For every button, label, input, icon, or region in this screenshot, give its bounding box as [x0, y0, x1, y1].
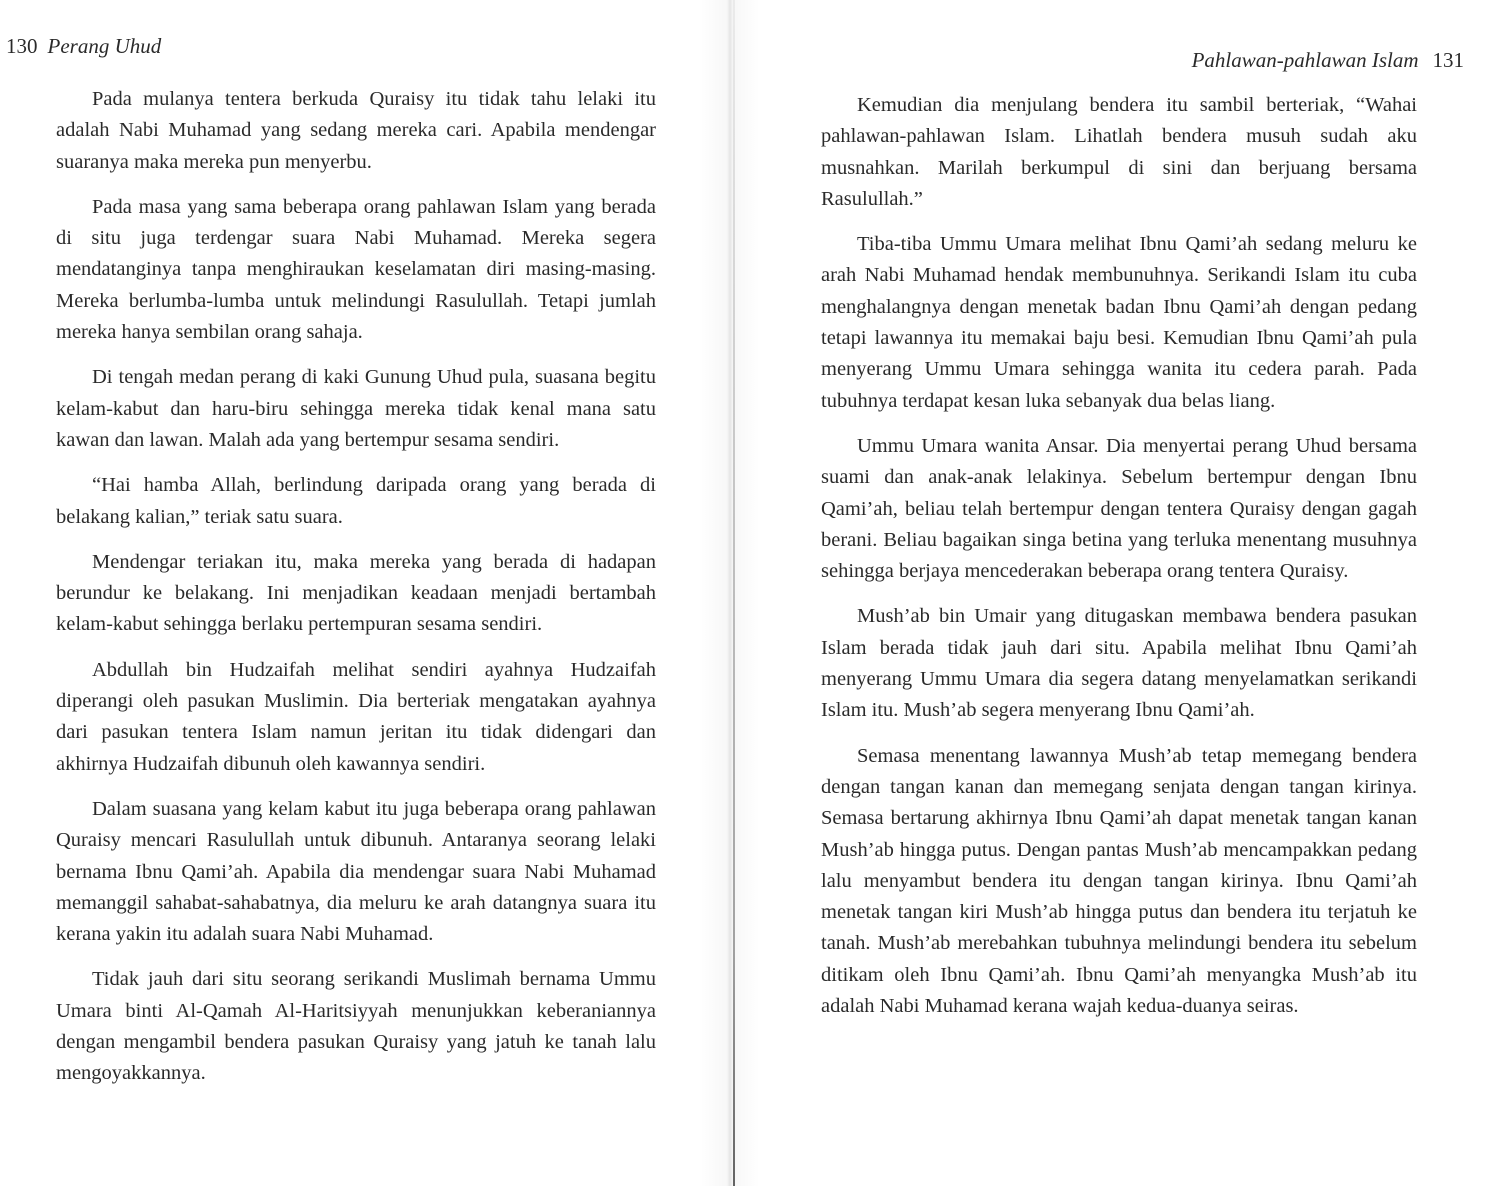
right-page-body: [821, 90, 1417, 1036]
paragraph: Ummu Umara wanita Ansar. Dia menyertai perang Uhud bersama suami dan anak-anak lelakinya. Sebelum bertempur dengan Ibnu Qami’ah, beliau telah bertempur dengan tentera Quraisy dengan gagah berani. Beliau bagaikan singa betina yang terluka menentang musuhnya sehingga berjaya mencederakan beberapa orang tentera Quraisy.: [821, 434, 1417, 583]
right-page: [735, 0, 1500, 1186]
paragraph: Pada masa yang sama beberapa orang pahlawan Islam yang berada di situ juga terdengar suara Nabi Muhamad. Mereka segera mendatanginya tanpa menghiraukan keselamatan diri masing-masing. Mereka berlumba-lumba untuk melindungi Rasulullah. Tetapi jumlah mereka hanya sembilan orang sahaja.: [56, 195, 656, 344]
paragraph: Dalam suasana yang kelam kabut itu juga beberapa orang pahlawan Quraisy mencari Rasulullah untuk dibunuh. Antaranya seorang lelaki bernama Ibnu Qami’ah. Apabila dia mendengar suara Nabi Muhamad memanggil sahabat-sahabatnya, dia meluru ke arah datangnya suara itu kerana yakin itu adalah suara Nabi Muhamad.: [56, 797, 656, 946]
right-running-title: Pahlawan-pahlawan Islam: [1191, 48, 1419, 72]
left-page: [0, 0, 735, 1186]
paragraph: “Hai hamba Allah, berlindung daripada orang yang berada di belakang kalian,” teriak satu suara.: [56, 474, 656, 528]
left-running-head: [6, 36, 161, 57]
left-page-number: 130: [6, 34, 38, 58]
paragraph: Semasa menentang lawannya Mush’ab tetap memegang bendera dengan tangan kanan dan memegang senjata dengan tangan kirinya. Semasa bertarung akhirnya Ibnu Qami’ah dapat menetak tangan kanan Mush’ab hingga putus. Dengan pantas Mush’ab mencampakkan pedang lalu menyambut bendera itu dengan tangan kirinya. Ibnu Qami’ah menetak tangan kiri Mush’ab hingga putus dan bendera itu terjatuh ke tanah. Mush’ab merebahkan tubuhnya melindungi bendera itu sebelum ditikam oleh Ibnu Qami’ah. Ibnu Qami’ah menyangka Mush’ab itu adalah Nabi Muhamad kerana wajah kedua-duanya seiras.: [821, 744, 1417, 1018]
right-running-head: [1192, 50, 1464, 71]
right-page-number: 131: [1432, 48, 1464, 72]
paragraph: Kemudian dia menjulang bendera itu sambil berteriak, “Wahai pahlawan-pahlawan Islam. Lihatlah bendera musuh sudah aku musnahkan. Marilah berkumpul di sini dan berjuang bersama Rasulullah.”: [821, 94, 1417, 210]
paragraph: Tidak jauh dari situ seorang serikandi Muslimah bernama Ummu Umara binti Al-Qamah Al-Haritsiyyah menunjukkan keberaniannya dengan mengambil bendera pasukan Quraisy yang jatuh ke tanah lalu mengoyakkannya.: [56, 968, 656, 1085]
paragraph: Di tengah medan perang di kaki Gunung Uhud pula, suasana begitu kelam-kabut dan haru-biru sehingga mereka tidak kenal mana satu kawan dan lawan. Malah ada yang bertempur sesama sendiri.: [56, 366, 656, 451]
paragraph: Tiba-tiba Ummu Umara melihat Ibnu Qami’ah sedang meluru ke arah Nabi Muhamad hendak membunuhnya. Serikandi Islam itu cuba menghalangnya dengan menetak badan Ibnu Qami’ah dengan pedang tetapi lawannya itu memakai baju besi. Kemudian Ibnu Qami’ah pula menyerang Ummu Umara sehingga wanita itu cedera parah. Pada tubuhnya terdapat kesan luka sebanyak dua belas liang.: [821, 233, 1417, 412]
left-page-body: [56, 84, 656, 1104]
paragraph: Pada mulanya tentera berkuda Quraisy itu tidak tahu lelaki itu adalah Nabi Muhamad yang sedang mereka cari. Apabila mendengar suaranya maka mereka pun menyerbu.: [56, 88, 656, 173]
left-running-title: Perang Uhud: [47, 34, 162, 58]
paragraph: Mush’ab bin Umair yang ditugaskan membawa bendera pasukan Islam berada tidak jauh dari situ. Apabila melihat Ibnu Qami’ah menyerang Ummu Umara dia segera datang menyelamatkan serikandi Islam itu. Mush’ab segera menyerang Ibnu Qami’ah.: [821, 605, 1417, 722]
paragraph: Abdullah bin Hudzaifah melihat sendiri ayahnya Hudzaifah diperangi oleh pasukan Muslimin. Dia berteriak mengatakan ayahnya dari pasukan tentera Islam namun jeritan itu tidak didengari dan akhirnya Hudzaifah dibunuh oleh kawannya sendiri.: [56, 658, 656, 775]
paragraph: Mendengar teriakan itu, maka mereka yang berada di hadapan berundur ke belakang. Ini menjadikan keadaan menjadi bertambah kelam-kabut sehingga berlaku pertempuran sesama sendiri.: [56, 550, 656, 636]
